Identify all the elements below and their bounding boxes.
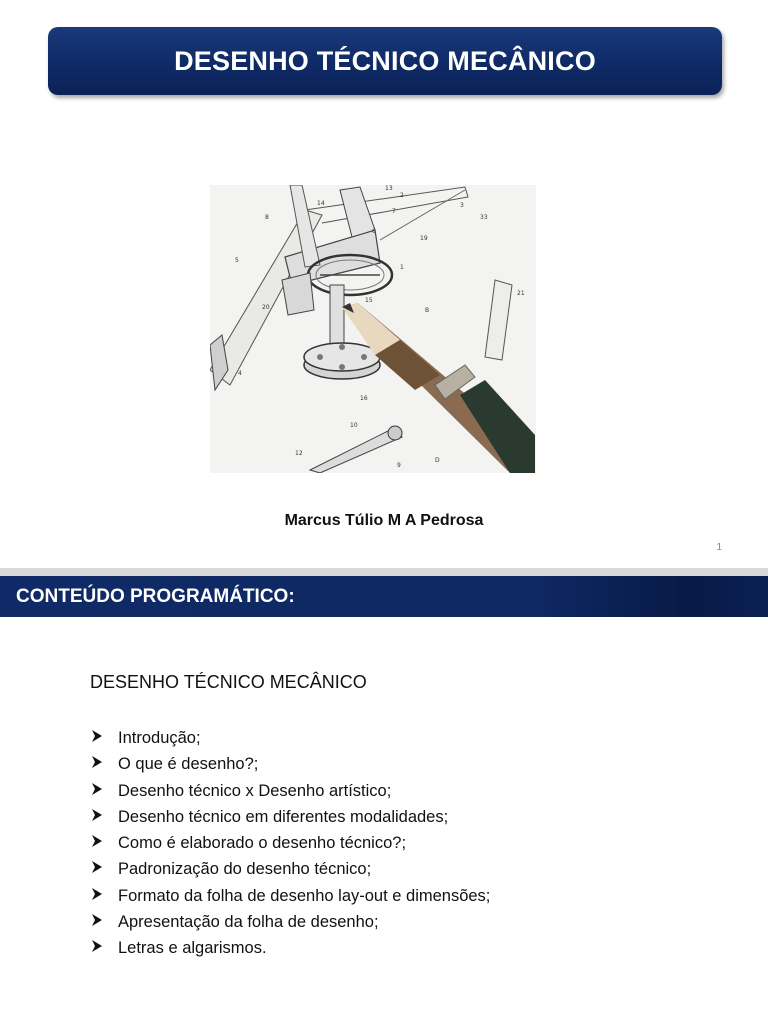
callout-3: 3 xyxy=(460,202,464,209)
section-header: CONTEÚDO PROGRAMÁTICO: xyxy=(16,585,295,607)
arrow-bullet-icon xyxy=(90,935,118,961)
arrow-bullet-icon xyxy=(90,909,118,935)
callout-12: 12 xyxy=(295,450,303,457)
callout-8: 8 xyxy=(265,214,269,221)
title-banner xyxy=(48,27,722,95)
content-title: DESENHO TÉCNICO MECÂNICO xyxy=(90,672,367,692)
callout-21: 21 xyxy=(517,290,525,297)
callout-19: 19 xyxy=(420,235,428,242)
arrow-bullet-icon xyxy=(90,830,118,856)
list-item: Como é elaborado o desenho técnico?; xyxy=(90,830,490,856)
arrow-bullet-icon xyxy=(90,725,118,751)
arrow-bullet-icon xyxy=(90,856,118,882)
list-item: Padronização do desenho técnico; xyxy=(90,856,490,882)
callout-7: 7 xyxy=(392,208,396,215)
callout-15: 15 xyxy=(365,297,373,304)
slide-title: DESENHO TÉCNICO MECÂNICO xyxy=(174,45,596,76)
callout-10: 10 xyxy=(350,422,358,429)
slide-separator xyxy=(0,568,768,576)
section-header-bar xyxy=(0,576,768,617)
list-item: Desenho técnico em diferentes modalidades; xyxy=(90,804,490,830)
page-number: 1 xyxy=(716,542,722,553)
callout-14: 14 xyxy=(317,200,325,207)
technical-drawing-illustration xyxy=(210,185,536,473)
list-item: Apresentação da folha de desenho; xyxy=(90,909,490,935)
callout-d: D xyxy=(435,457,440,464)
arrow-bullet-icon xyxy=(90,751,118,777)
list-item: Letras e algarismos. xyxy=(90,935,490,961)
callout-13: 13 xyxy=(385,185,393,192)
callout-16: 16 xyxy=(360,395,368,402)
author-name: Marcus Túlio M A Pedrosa xyxy=(284,512,484,529)
list-item: Introdução; xyxy=(90,725,490,751)
callout-33: 33 xyxy=(480,214,488,221)
callout-b: B xyxy=(425,307,430,314)
arrow-bullet-icon xyxy=(90,778,118,804)
technical-drawing-photo xyxy=(210,185,536,473)
list-item: O que é desenho?; xyxy=(90,751,490,777)
list-item: Desenho técnico x Desenho artístico; xyxy=(90,778,490,804)
arrow-bullet-icon xyxy=(90,804,118,830)
callout-6: 6 xyxy=(372,228,376,235)
list-item: Formato da folha de desenho lay-out e dimensões; xyxy=(90,883,490,909)
arrow-bullet-icon xyxy=(90,883,118,909)
callout-1: 1 xyxy=(400,264,404,271)
slide-2 xyxy=(0,576,768,1024)
callout-5: 5 xyxy=(235,257,239,264)
callout-9: 9 xyxy=(397,462,401,469)
topic-list xyxy=(90,725,490,962)
callout-2: 2 xyxy=(400,192,404,199)
callout-20: 20 xyxy=(262,304,270,311)
callout-4: 4 xyxy=(238,370,242,377)
